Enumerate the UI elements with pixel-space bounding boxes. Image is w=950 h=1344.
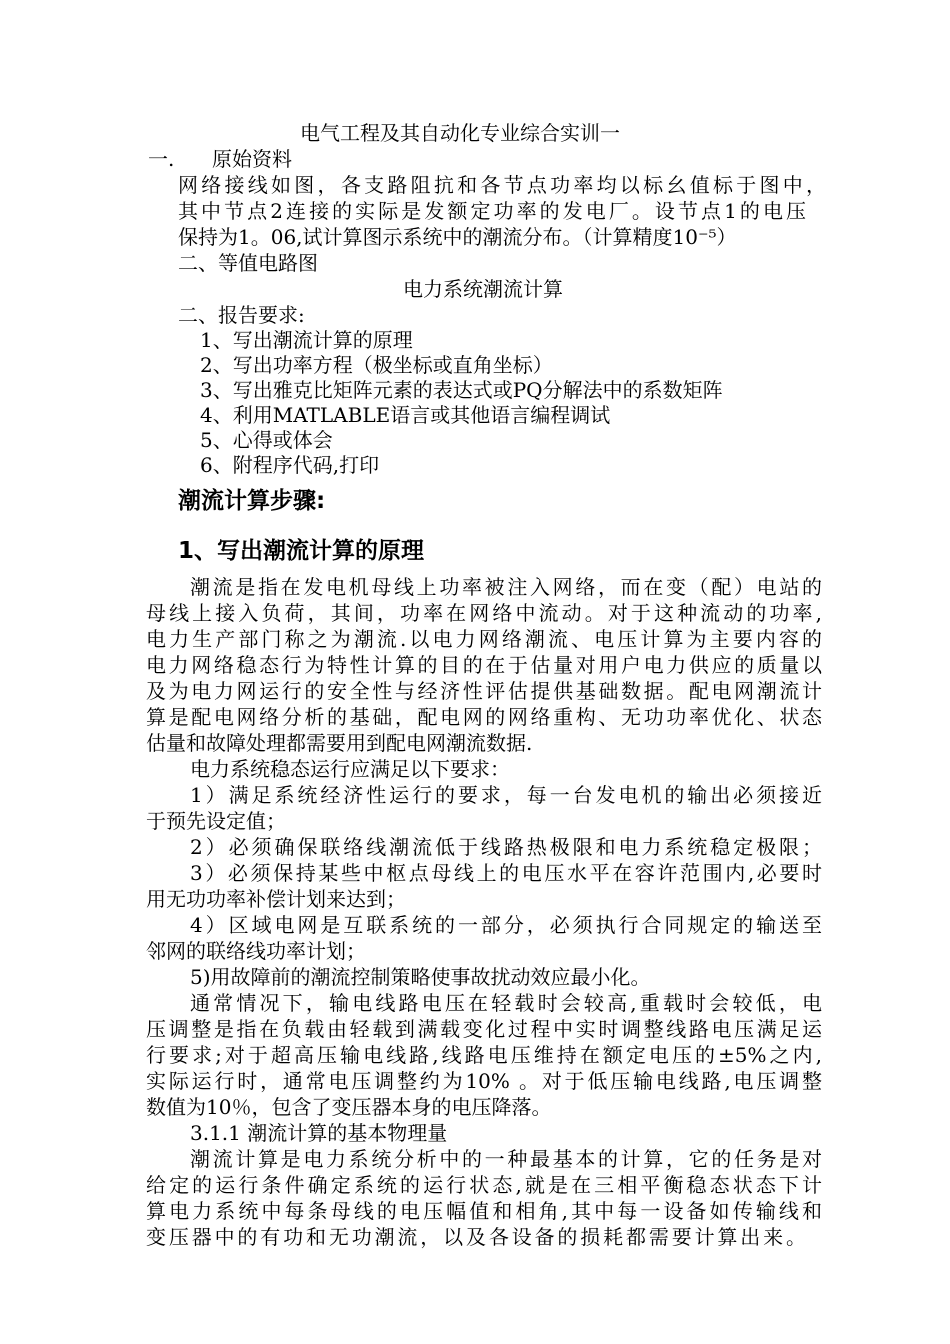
heading-steps: 潮流计算步骤: — [178, 488, 326, 514]
requirement-item: 1、写出潮流计算的原理 — [200, 328, 413, 352]
section-1-line-2: 其中节点2连接的实际是发额定功率的发电厂。设节点1的电压 — [178, 199, 806, 223]
body-line: 及为电力网运行的安全性与经济性评估提供基础数据。配电网潮流计 — [146, 679, 822, 703]
body-line: 1）满足系统经济性运行的要求，每一台发电机的输出必须接近 — [190, 783, 822, 807]
body-line: 5)用故障前的潮流控制策略使事故扰动效应最小化。 — [190, 965, 651, 989]
body-line: 潮流计算是电力系统分析中的一种最基本的计算，它的任务是对 — [190, 1147, 822, 1171]
body-line: 实际运行时，通常电压调整约为10% 。对于低压输电线路,电压调整 — [146, 1069, 822, 1093]
body-line: 数值为10％，包含了变压器本身的电压降落。 — [146, 1095, 552, 1119]
section-2-title: 二、等值电路图 — [178, 251, 318, 275]
body-line: 于预先设定值； — [146, 809, 286, 833]
section-1-line-1: 网络接线如图，各支路阻抗和各节点功率均以标幺值标于图中， — [178, 173, 826, 197]
body-line: 2）必须确保联络线潮流低于线路热极限和电力系统稳定极限； — [190, 835, 822, 859]
requirement-item: 3、写出雅克比矩阵元素的表达式或PQ分解法中的系数矩阵 — [200, 378, 723, 402]
body-line: 算是配电网络分析的基础，配电网的网络重构、无功功率优化、状态 — [146, 705, 822, 729]
heading-principle: 1、写出潮流计算的原理 — [178, 538, 425, 564]
subsection-heading: 3.1.1 潮流计算的基本物理量 — [190, 1121, 448, 1145]
requirement-item: 2、写出功率方程（极坐标或直角坐标） — [200, 353, 553, 377]
body-line: 行要求;对于超高压输电线路,线路电压维持在额定电压的±5%之内, — [146, 1043, 822, 1067]
body-line: 估量和故障处理都需要用到配电网潮流数据. — [146, 731, 533, 755]
body-line: 母线上接入负荷，其间，功率在网络中流动。对于这种流动的功率, — [146, 601, 822, 625]
body-line: 通常情况下，输电线路电压在轻载时会较高,重载时会较低，电 — [190, 991, 822, 1015]
body-line: 潮流是指在发电机母线上功率被注入网络，而在变（配）电站的 — [190, 575, 822, 599]
section-3-title: 二、报告要求: — [178, 303, 305, 327]
section-1-line-3: 保持为1。06,试计算图示系统中的潮流分布。（计算精度10⁻⁵） — [178, 225, 737, 249]
section-1-title: 原始资料 — [212, 147, 292, 171]
section-1-number: 一. — [148, 147, 175, 171]
body-line: 3）必须保持某些中枢点母线上的电压水平在容许范围内,必要时 — [190, 861, 822, 885]
body-line: 邻网的联络线功率计划； — [146, 939, 366, 963]
requirement-item: 5、心得或体会 — [200, 428, 333, 452]
requirement-item: 6、附程序代码,打印 — [200, 453, 380, 477]
body-line: 电力网络稳态行为特性计算的目的在于估量对用户电力供应的质量以 — [146, 653, 822, 677]
body-line: 4）区域电网是互联系统的一部分，必须执行合同规定的输送至 — [190, 913, 822, 937]
body-line: 给定的运行条件确定系统的运行状态,就是在三相平衡稳态状态下计 — [146, 1173, 822, 1197]
body-line: 电力系统稳态运行应满足以下要求： — [190, 757, 510, 781]
body-line: 用无功功率补偿计划来达到； — [146, 887, 406, 911]
requirement-item: 4、利用MATLABLE语言或其他语言编程调试 — [200, 403, 611, 427]
document-title: 电气工程及其自动化专业综合实训一 — [300, 121, 620, 145]
body-line: 压调整是指在负载由轻载到满载变化过程中实时调整线路电压满足运 — [146, 1017, 822, 1041]
circuit-title: 电力系统潮流计算 — [403, 277, 563, 301]
body-line: 电力生产部门称之为潮流.以电力网络潮流、电压计算为主要内容的 — [146, 627, 822, 651]
body-line: 变压器中的有功和无功潮流，以及各设备的损耗都需要计算出来。 — [146, 1225, 806, 1249]
body-line: 算电力系统中每条母线的电压幅值和相角,其中每一设备如传输线和 — [146, 1199, 822, 1223]
